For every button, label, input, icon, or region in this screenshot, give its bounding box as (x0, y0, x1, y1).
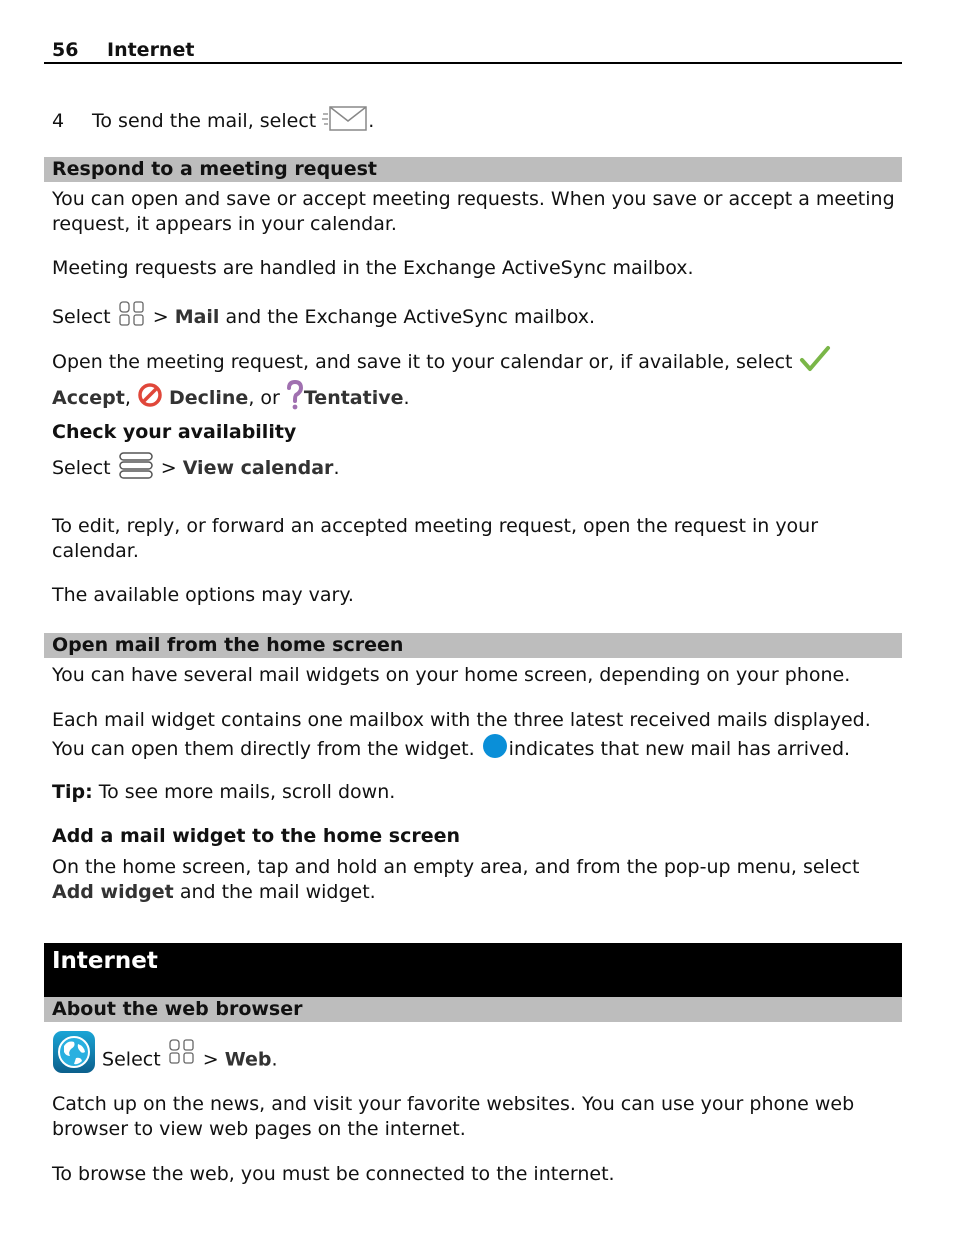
step-4: 4 To send the mail, select . (52, 104, 902, 139)
menu-grid-icon (167, 1038, 197, 1082)
home-intro: You can have several mail widgets on your home screen, depending on your phone. (52, 664, 851, 686)
meeting-edit-note: To edit, reply, or forward an accepted meeting request, open the request in your calendar. (52, 515, 819, 562)
section-heading-web-browser: About the web browser (44, 997, 902, 1022)
web-select: Select > Web. (52, 1030, 902, 1090)
page-number: 56 (52, 39, 79, 61)
add-widget-heading: Add a mail widget to the home screen (52, 825, 461, 847)
meeting-mailbox-note: Meeting requests are handled in the Exchange ActiveSync mailbox. (52, 257, 694, 279)
page-title: Internet (107, 39, 195, 61)
mail-link: Mail (174, 306, 220, 328)
web-link: Web (224, 1048, 272, 1071)
meeting-select-mail: Select > Mail and the Exchange ActiveSync mailbox. (52, 300, 902, 335)
meeting-options: Open the meeting request, and save it to your calendar or, if available, select Accept, Decline, or Tentative. (52, 345, 902, 417)
add-widget-link: Add widget (52, 881, 174, 903)
step-number: 4 (52, 110, 65, 132)
tentative-label: Tentative (303, 387, 404, 409)
section-heading-meeting: Respond to a meeting request (44, 157, 902, 182)
section-heading-home-screen: Open mail from the home screen (44, 633, 902, 658)
tip-label: Tip: (52, 781, 93, 803)
step-text: To send the mail, select (92, 110, 317, 132)
new-mail-indicator-icon (481, 733, 509, 766)
menu-grid-icon (117, 300, 147, 335)
widget-description: Each mail widget contains one mailbox with the three latest received mails displayed. You can open them directly from the widget. indicates that new mail has arrived. (52, 708, 902, 766)
availability-select: Select > View calendar. (52, 450, 902, 487)
web-browser-globe-icon (52, 1030, 96, 1090)
decline-label: Decline (168, 387, 249, 409)
options-menu-icon (117, 450, 155, 487)
meeting-intro: You can open and save or accept meeting requests. When you save or accept a meeting request, it appears in your calendar. (52, 188, 895, 235)
options-vary-note: The available options may vary. (52, 584, 354, 606)
page-header (44, 38, 902, 64)
accept-label: Accept (52, 387, 125, 409)
accept-check-icon (799, 345, 831, 380)
send-mail-icon (322, 104, 368, 139)
view-calendar-link: View calendar (182, 457, 334, 479)
decline-icon (137, 382, 163, 415)
tip: Tip: To see more mails, scroll down. (52, 781, 396, 803)
add-widget-instructions: On the home screen, tap and hold an empty area, and from the pop-up menu, select Add widget and the mail widget. (52, 856, 860, 903)
web-connection-note: To browse the web, you must be connected to the internet. (52, 1163, 615, 1185)
tentative-question-icon (286, 380, 304, 417)
web-intro: Catch up on the news, and visit your favorite websites. You can use your phone web browser to view web pages on the internet. (52, 1093, 855, 1140)
availability-heading: Check your availability (52, 421, 297, 443)
chapter-heading: Internet (44, 943, 902, 997)
